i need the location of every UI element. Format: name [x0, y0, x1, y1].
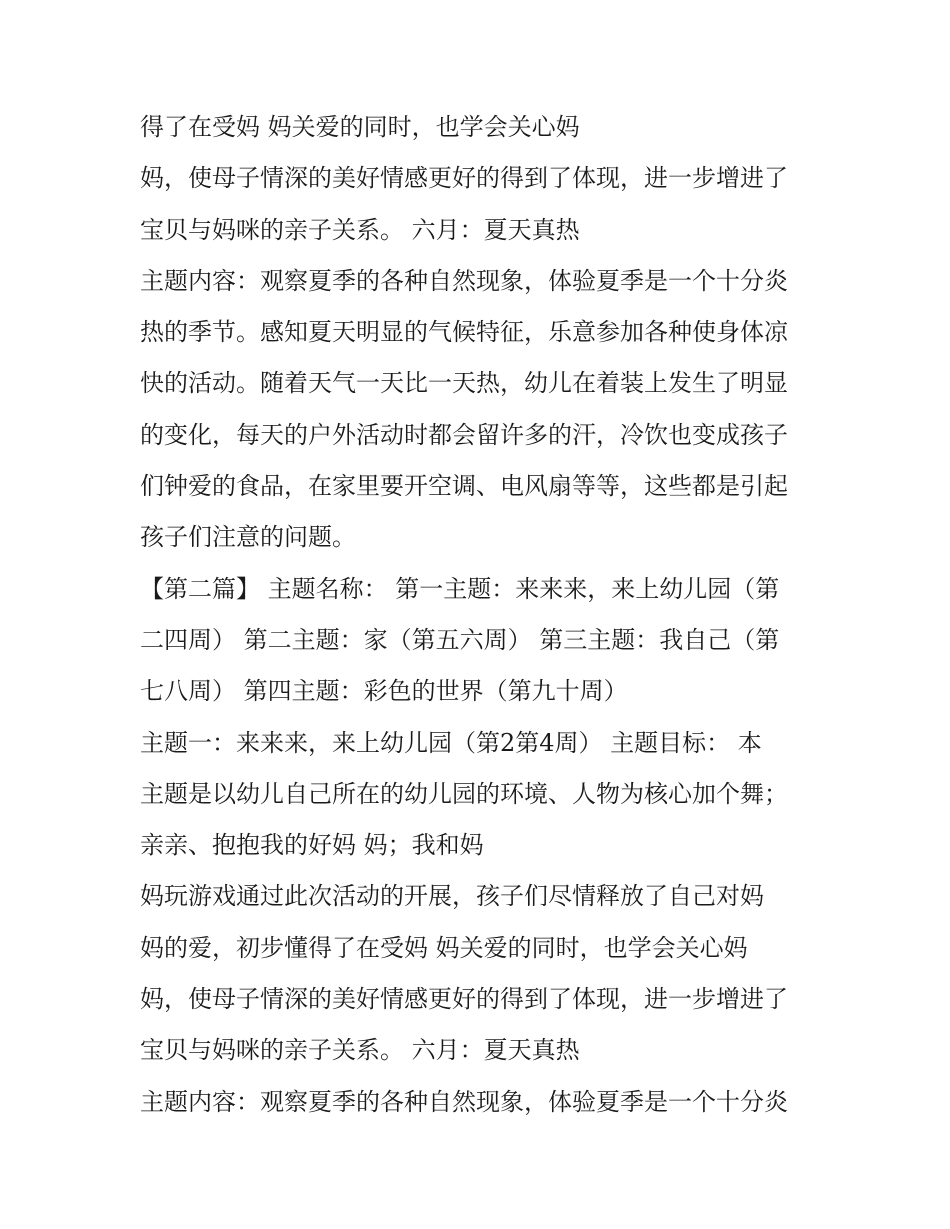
- text-line-6: 快的活动。随着天气一天比一天热，幼儿在着装上发生了明显: [140, 369, 788, 398]
- text-line-18: 妈，使母子情深的美好情感更好的得到了体现，进一步增进了: [140, 985, 788, 1014]
- text-line-13: 主题一：来来来，来上幼儿园（第2第4周） 主题目标： 本: [140, 728, 762, 757]
- document-body: [140, 102, 820, 1128]
- text-line-19: 宝贝与妈咪的亲子关系。 六月：夏天真热: [140, 1036, 580, 1065]
- text-line-16: 妈玩游戏通过此次活动的开展，孩子们尽情释放了自己对妈: [140, 882, 764, 911]
- text-line-1: 得了在受妈 妈关爱的同时，也学会关心妈: [140, 113, 580, 141]
- text-line-8: 们钟爱的食品，在家里要开空调、电风扇等等，这些都是引起: [140, 472, 788, 501]
- text-line-7: 的变化，每天的户外活动时都会留许多的汗，冷饮也变成孩子: [140, 420, 788, 449]
- text-line-20: 主题内容：观察夏季的各种自然现象，体验夏季是一个十分炎: [140, 1087, 788, 1116]
- text-line-2: 妈，使母子情深的美好情感更好的得到了体现，进一步增进了: [140, 164, 788, 193]
- text-line-15: 亲亲、抱抱我的好妈 妈；我和妈: [140, 831, 484, 860]
- text-line-11: 二四周） 第二主题：家（第五六周） 第三主题：我自己（第: [140, 625, 780, 654]
- text-line-5: 热的季节。感知夏天明显的气候特征，乐意参加各种使身体凉: [140, 318, 788, 347]
- text-line-10: 【第二篇】 主题名称： 第一主题：来来来，来上幼儿园（第: [140, 574, 780, 603]
- text-line-12: 七八周） 第四主题：彩色的世界（第九十周）: [140, 677, 628, 706]
- text-line-17: 妈的爱，初步懂得了在受妈 妈关爱的同时，也学会关心妈: [140, 933, 748, 962]
- text-line-3: 宝贝与妈咪的亲子关系。 六月：夏天真热: [140, 215, 580, 244]
- text-line-9: 孩子们注意的问题。: [140, 523, 356, 552]
- text-line-4: 主题内容：观察夏季的各种自然现象，体验夏季是一个十分炎: [140, 266, 788, 295]
- text-line-14: 主题是以幼儿自己所在的幼儿园的环境、人物为核心加个舞；: [140, 779, 788, 808]
